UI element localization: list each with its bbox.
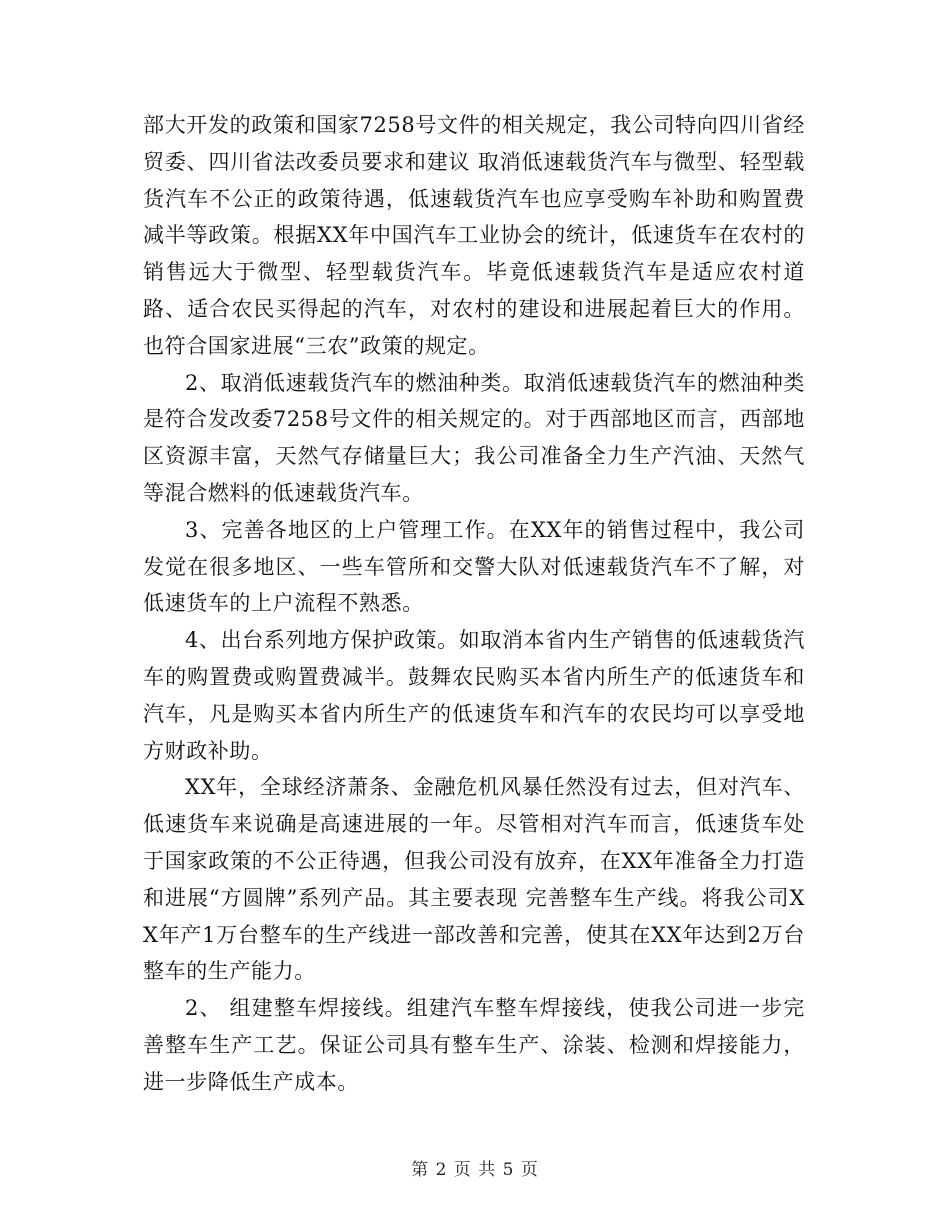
paragraph-continuation: 部大开发的政策和国家7258号文件的相关规定，我公司特向四川省经贸委、四川省法改委员要求和建议 取消低速载货汽车与微型、轻型载货汽车不公正的政策待遇，低速载货汽车也应享受购车补助和购置费减半等政策。根据XX年中国汽车工业协会的统计，低速货车在农村的销售远大于微型、轻型载货汽车。毕竟低速载货汽车是适应农村道路、适合农民买得起的汽车，对农村的建设和进展起着巨大的作用。也符合国家进展“三农”政策的规定。	[143, 113, 805, 358]
document-body	[143, 107, 805, 1101]
paragraph-summary: XX年，全球经济萧条、金融危机风暴任然没有过去，但对汽车、低速货车来说确是高速进展的一年。尽管相对汽车而言，低速货车处于国家政策的不公正待遇，但我公司没有放弃，在XX年准备全力打造和进展“方圆牌”系列产品。其主要表现 完善整车生产线。将我公司XX年产1万台整车的生产线进一部改善和完善，使其在XX年达到2万台整车的生产能力。	[143, 775, 805, 984]
paragraph-item-2: 2、取消低速载货汽车的燃油种类。取消低速载货汽车的燃油种类是符合发改委7258号文件的相关规定的。对于西部地区而言，西部地区资源丰富，天然气存储量巨大；我公司准备全力生产汽油、天然气等混合燃料的低速载货汽车。	[143, 370, 805, 505]
paragraph-item-4: 4、出台系列地方保护政策。如取消本省内生产销售的低速载货汽车的购置费或购置费减半。鼓舞农民购买本省内所生产的低速货车和汽车，凡是购买本省内所生产的低速货车和汽车的农民均可以享受地方财政补助。	[143, 628, 805, 763]
page-number: 第 2 页 共 5 页	[411, 1160, 539, 1180]
paragraph-welding-line: 2、 组建整车焊接线。组建汽车整车焊接线，使我公司进一步完善整车生产工艺。保证公司具有整车生产、涂装、检测和焊接能力，进一步降低生产成本。	[143, 996, 805, 1094]
paragraph-item-3: 3、完善各地区的上户管理工作。在XX年的销售过程中，我公司发觉在很多地区、一些车管所和交警大队对低速载货汽车不了解，对低速货车的上户流程不熟悉。	[143, 517, 805, 616]
